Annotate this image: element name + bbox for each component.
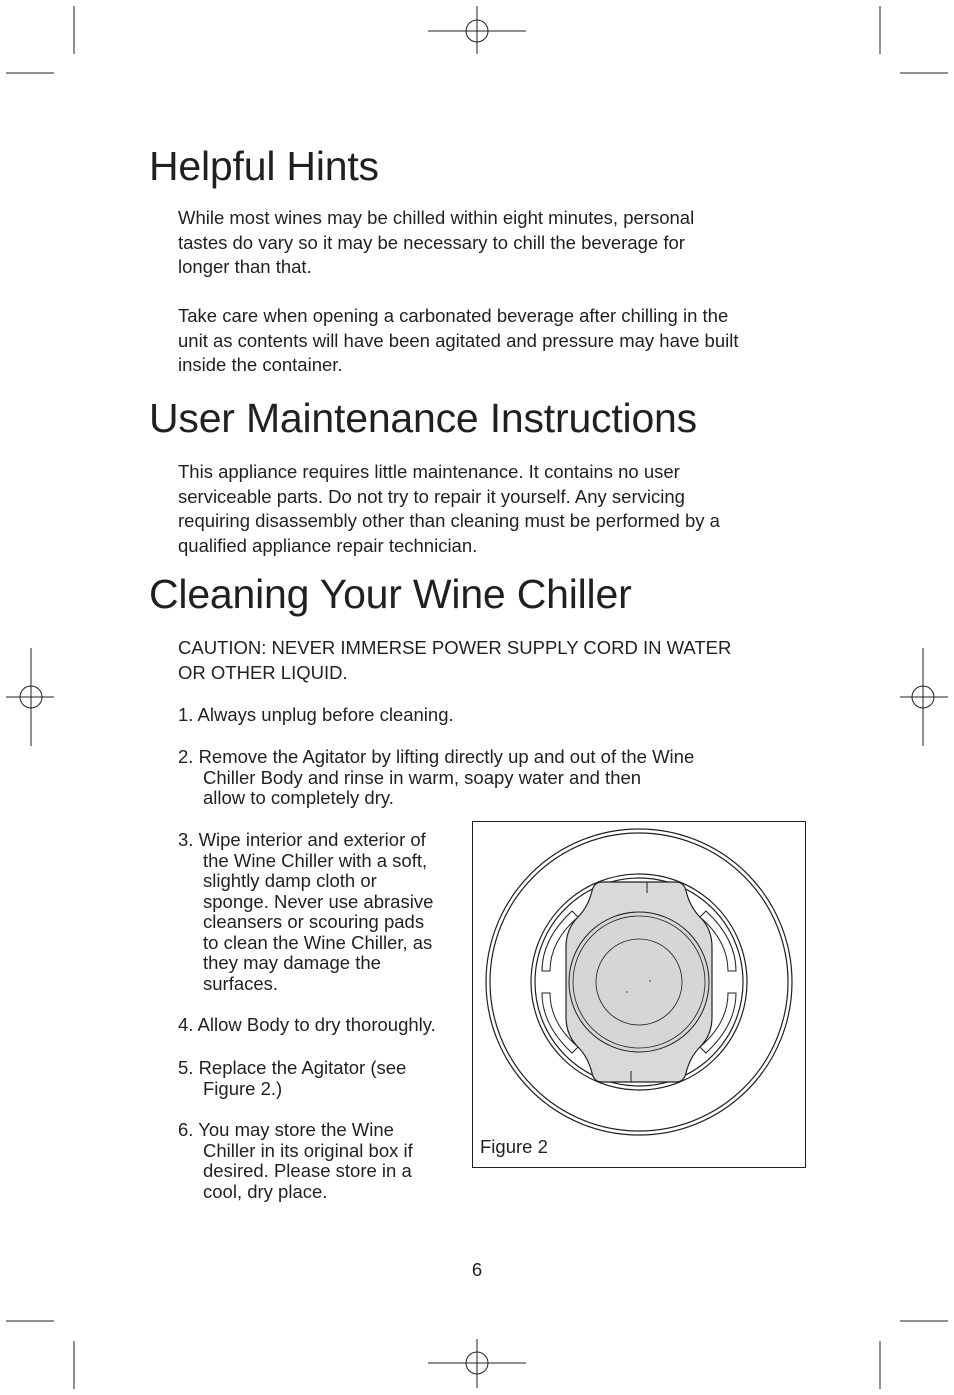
step-text: 3. Wipe interior and exterior of bbox=[178, 829, 426, 850]
text-line: unit as contents will have been agitated and pressure may have built bbox=[178, 329, 739, 351]
registration-mark-bottom bbox=[428, 1339, 526, 1388]
registration-mark-right bbox=[900, 648, 948, 746]
cleaning-step-1 bbox=[178, 705, 454, 726]
text-line: Take care when opening a carbonated beverage after chilling in the bbox=[178, 305, 729, 326]
step-text: 4. Allow Body to dry thoroughly. bbox=[178, 1014, 436, 1035]
text-line: This appliance requires little maintenance. It contains no user bbox=[178, 461, 680, 482]
cleaning-step-4 bbox=[178, 1015, 436, 1036]
step-text: desired. Please store in a bbox=[203, 1160, 412, 1181]
heading-helpful-hints: Helpful Hints bbox=[149, 143, 379, 189]
text-line: requiring disassembly other than cleaning must be performed by a bbox=[178, 510, 720, 531]
hints-paragraph-1 bbox=[178, 206, 694, 280]
registration-mark-top bbox=[428, 6, 526, 54]
step-text: surfaces. bbox=[203, 972, 279, 994]
step-text: Chiller Body and rinse in warm, soapy water and then bbox=[203, 766, 642, 788]
step-text: cool, dry place. bbox=[203, 1180, 328, 1202]
wine-chiller-top-view-illustration bbox=[472, 821, 806, 1168]
heading-cleaning: Cleaning Your Wine Chiller bbox=[149, 571, 632, 617]
cleaning-step-6 bbox=[178, 1120, 413, 1202]
registration-mark-left bbox=[6, 648, 54, 746]
step-text: 5. Replace the Agitator (see bbox=[178, 1057, 407, 1078]
text-line: tastes do vary so it may be necessary to chill the beverage for bbox=[178, 231, 685, 253]
cleaning-step-5 bbox=[178, 1058, 406, 1099]
text-line: While most wines may be chilled within eight minutes, personal bbox=[178, 207, 695, 228]
hints-paragraph-2 bbox=[178, 304, 738, 378]
page-number: 6 bbox=[471, 1259, 483, 1280]
step-text: Figure 2.) bbox=[203, 1077, 283, 1099]
step-text: 1. Always unplug before cleaning. bbox=[178, 704, 454, 725]
text-line: serviceable parts. Do not try to repair it yourself. Any servicing bbox=[178, 485, 685, 507]
text-line: CAUTION: NEVER IMMERSE POWER SUPPLY CORD IN WATER bbox=[178, 637, 732, 658]
figure-caption: Figure 2 bbox=[480, 1136, 548, 1157]
step-text: 6. You may store the Wine bbox=[178, 1119, 394, 1140]
step-text: they may damage the bbox=[203, 952, 381, 973]
step-text: the Wine Chiller with a soft, bbox=[203, 849, 428, 871]
maintenance-paragraph bbox=[178, 460, 720, 558]
cleaning-step-3 bbox=[178, 830, 433, 994]
step-text: cleansers or scouring pads bbox=[203, 911, 425, 932]
step-text: to clean the Wine Chiller, as bbox=[203, 931, 433, 953]
caution-text bbox=[178, 636, 731, 685]
text-line: OR OTHER LIQUID. bbox=[178, 661, 348, 683]
step-text: sponge. Never use abrasive bbox=[203, 890, 434, 912]
step-text: 2. Remove the Agitator by lifting directly up and out of the Wine bbox=[178, 746, 695, 767]
heading-user-maintenance: User Maintenance Instructions bbox=[149, 395, 697, 441]
cleaning-step-2 bbox=[178, 747, 694, 809]
text-line: inside the container. bbox=[178, 354, 343, 375]
step-text: allow to completely dry. bbox=[203, 787, 394, 808]
text-line: longer than that. bbox=[178, 256, 312, 277]
text-line: qualified appliance repair technician. bbox=[178, 534, 478, 556]
step-text: Chiller in its original box if bbox=[203, 1139, 413, 1161]
step-text: slightly damp cloth or bbox=[203, 870, 377, 891]
